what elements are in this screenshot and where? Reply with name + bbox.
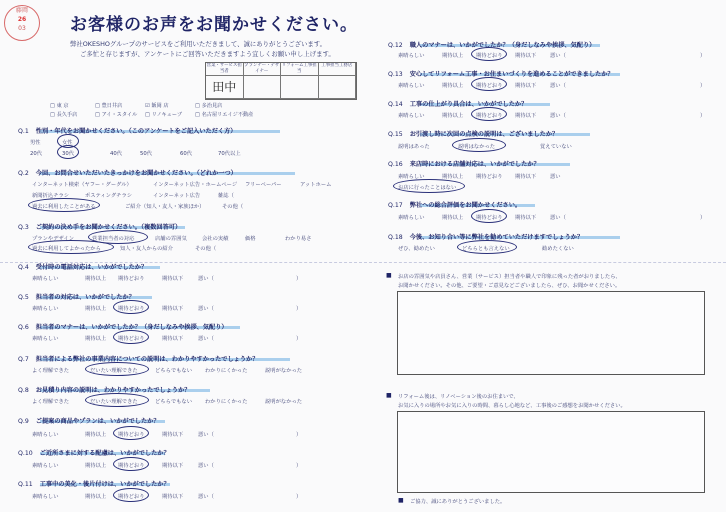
rating-option[interactable]: 期待以下 xyxy=(162,306,184,312)
rating-option[interactable]: 素晴らしい xyxy=(398,215,425,221)
store-label: 東 京 xyxy=(56,103,69,109)
rating-option[interactable]: 悪い（ xyxy=(198,463,214,469)
store-label: アイ・スタイル xyxy=(101,112,138,118)
rating-option[interactable]: 素晴らしい xyxy=(32,494,59,500)
q16-option[interactable]: 悪い xyxy=(550,174,561,180)
rating-option[interactable]: 期待以上 xyxy=(85,463,107,469)
q8-text: Q.8 お見積り内容の説明は、わかりやすかったでしょうか？ xyxy=(18,387,191,394)
rating-option[interactable]: 悪い（ xyxy=(198,336,214,342)
staff-cell-planner[interactable] xyxy=(244,76,282,99)
rating-option[interactable]: 素晴らしい xyxy=(32,463,59,469)
q6-text: Q.6 担当者のマナーは、いかがでしたか？（身だしなみや挨拶、気配り） xyxy=(18,324,228,331)
q5-text: Q.5 担当者の対応は、いかがでしたか？ xyxy=(18,294,135,301)
q7-text: Q.7 担当者による弊社の事業内容についての説明は、わかりやすかったでしょうか？ xyxy=(18,356,259,363)
rating-option[interactable]: 素晴らしい xyxy=(398,113,425,119)
staff-table xyxy=(205,62,357,100)
paren-close: ） xyxy=(296,276,302,282)
q18-option[interactable]: 勧めたくない xyxy=(542,246,574,252)
q18-option[interactable]: どちらとも言えない xyxy=(462,246,510,252)
rating-option[interactable]: 悪い（ xyxy=(198,306,214,312)
rating-option[interactable]: 悪い（ xyxy=(198,432,214,438)
received-stamp xyxy=(4,5,40,41)
q2-option[interactable]: ご紹介（知人・友人・家族ほか） xyxy=(125,204,205,210)
rating-option[interactable]: 悪い（ xyxy=(550,113,566,119)
comment2-prompt-1: リフォーム後は、リノベーション後のお住まいで、 xyxy=(398,394,519,400)
rating-option[interactable]: 期待どおり xyxy=(476,53,503,59)
q3-option[interactable]: 知人・友人からの紹介 xyxy=(120,246,173,252)
store-label: 名古屋リエイジ不動産 xyxy=(201,112,254,118)
store-checkbox[interactable]: □ 長久手店 xyxy=(50,112,78,118)
rating-option[interactable]: 期待どおり xyxy=(118,463,145,469)
q16-option[interactable]: 期待以上 xyxy=(442,174,464,180)
store-label: 多治見店 xyxy=(201,103,223,109)
rating-option[interactable]: 期待以上 xyxy=(85,336,107,342)
q2-option[interactable]: インターネット検索（ヤフー・グーグル） xyxy=(32,182,132,188)
store-checkbox[interactable]: □ アイ・スタイル xyxy=(95,112,138,118)
rating-option[interactable]: 期待以下 xyxy=(162,276,184,282)
age-option[interactable]: 70代以上 xyxy=(218,151,241,157)
staff-handwritten-name: 田中 xyxy=(206,76,244,99)
store-checkbox[interactable]: □ 多治見店 xyxy=(195,103,223,109)
rating-option[interactable]: 期待どおり xyxy=(118,494,145,500)
q18-option[interactable]: ぜひ、勧めたい xyxy=(398,246,435,252)
q13-text: Q.13 安心してリフォーム工事・お住まいづくりを進めることができましたか？ xyxy=(388,71,614,78)
rating-option[interactable]: 期待以上 xyxy=(442,83,464,89)
rating-option[interactable]: 期待以上 xyxy=(85,494,107,500)
staff-header-planner: プランナー・デザイナー xyxy=(244,63,280,74)
rating-option[interactable]: 素晴らしい xyxy=(398,83,425,89)
q10-text: Q.10 ご近所さまに対する配慮は、いかがでしたか？ xyxy=(18,450,170,457)
q16-option[interactable]: 期待以下 xyxy=(515,174,537,180)
rating-option[interactable]: 素晴らしい xyxy=(32,306,59,312)
bullet-icon: ■ xyxy=(398,497,404,504)
clarity-option[interactable]: 説明がなかった xyxy=(265,399,303,405)
q2-option[interactable]: ポスティングチラシ xyxy=(85,193,133,199)
store-checkbox[interactable]: □ 名古屋リエイジ不動産 xyxy=(195,112,254,118)
age-option[interactable]: 60代 xyxy=(180,151,193,157)
bullet-icon: ■ xyxy=(386,392,392,399)
q16-option[interactable]: 期待どおり xyxy=(476,174,503,180)
comment1-textarea[interactable] xyxy=(397,291,705,375)
rating-option[interactable]: 期待以上 xyxy=(442,53,464,59)
q14-text: Q.14 工事の仕上がり具合は、いかがでしたか？ xyxy=(388,101,528,108)
staff-cell-reform[interactable] xyxy=(281,76,319,99)
q2-option[interactable]: 過去に利用したことがある xyxy=(32,204,96,210)
rating-option[interactable]: 期待どおり xyxy=(118,336,145,342)
q9-text: Q.9 ご提案の商品やプランは、いかがでしたか？ xyxy=(18,418,160,425)
clarity-option[interactable]: どちらでもない xyxy=(155,368,193,374)
clarity-option[interactable]: わかりにくかった xyxy=(205,399,248,405)
q11-text: Q.11 工事中の美化・後片付けは、いかがでしたか？ xyxy=(18,481,170,488)
paren-close: ） xyxy=(296,463,302,469)
q2-option[interactable]: インターネット広告 xyxy=(153,193,201,199)
intro-line-2: ご多忙と存じますが、アンケートにご回答いただきますよう宜しくお願い申し上げます。 xyxy=(80,50,335,58)
paren-close: ） xyxy=(700,53,706,59)
paren-close: ） xyxy=(296,336,302,342)
rating-option[interactable]: 期待以下 xyxy=(515,113,537,119)
paren-close: ） xyxy=(296,432,302,438)
store-label: 長久手店 xyxy=(56,112,78,118)
staff-header-contractor: 工事担当工務店 xyxy=(319,63,357,76)
q2-text: Q.2 今回、お問合せいただいたきっかけをお聞かせください。（どれか一つ） xyxy=(18,170,237,177)
rating-option[interactable]: 期待以上 xyxy=(85,432,107,438)
q2-option[interactable]: フリーペーパー xyxy=(245,182,282,188)
age-option[interactable]: 30代 xyxy=(62,151,75,157)
stamp-line-1: 藤岡 xyxy=(15,7,28,14)
option-female[interactable]: 女性 xyxy=(62,140,73,146)
rating-option[interactable]: 期待どおり xyxy=(476,83,503,89)
clarity-option[interactable]: だいたい理解できた xyxy=(90,399,138,405)
age-option[interactable]: 50代 xyxy=(140,151,153,157)
q15-option[interactable]: 説明はあった xyxy=(398,144,430,150)
rating-option[interactable]: 悪い（ xyxy=(550,83,566,89)
q17-text: Q.17 弊社への総合評価をお聞かせください。 xyxy=(388,202,522,209)
comment1-prompt-1: お店の雰囲気や店員さん、営業（サービス）担当者や職人で印象に残った者がおりましたら、 xyxy=(398,274,621,280)
rating-option[interactable]: 期待以下 xyxy=(515,53,537,59)
option-male[interactable]: 男性 xyxy=(30,140,41,146)
store-checkbox[interactable]: ☑ 飯岡 店 xyxy=(145,103,169,109)
q16-text: Q.16 来店時における店舗対応は、いかがでしたか？ xyxy=(388,161,540,168)
q4-text: Q.4 受付時の電話対応は、いかがでしたか？ xyxy=(18,264,148,271)
q15-option[interactable]: 覚えていない xyxy=(540,144,572,150)
rating-option[interactable]: 期待以上 xyxy=(85,306,107,312)
stamp-line-2: 26 xyxy=(17,16,27,23)
clarity-option[interactable]: 説明がなかった xyxy=(265,368,303,374)
rating-option[interactable]: 素晴らしい xyxy=(32,276,59,282)
store-checkbox[interactable]: □ 豊日井店 xyxy=(95,103,123,109)
intro-line-1: 弊社OKESHOグループのサービスをご利用いただきまして、誠にありがとうございます。 xyxy=(70,40,327,48)
store-label: 豊日井店 xyxy=(101,103,123,109)
rating-option[interactable]: 期待以下 xyxy=(162,432,184,438)
rating-option[interactable]: 期待以下 xyxy=(515,215,537,221)
rating-option[interactable]: 期待どおり xyxy=(118,276,145,282)
clarity-option[interactable]: わかりにくかった xyxy=(205,368,248,374)
comment1-prompt-2: お聞かせください。その他、ご要望・ご意見などございましたら、ぜひ、お聞かせください。 xyxy=(398,283,621,289)
q15-option[interactable]: 説明はなかった xyxy=(458,144,496,150)
q3-option[interactable]: その他（ xyxy=(195,246,217,252)
q2-option[interactable]: 新聞折込チラシ xyxy=(32,193,70,199)
age-option[interactable]: 20代 xyxy=(30,151,43,157)
rating-option[interactable]: 素晴らしい xyxy=(398,53,425,59)
q3-option[interactable]: 会社の実績 xyxy=(202,236,229,242)
bullet-icon: ■ xyxy=(386,272,392,279)
closing-message: ご協力、誠にありがとうございました。 xyxy=(410,499,506,505)
q16-option[interactable]: 素晴らしい xyxy=(398,174,425,180)
q3-option[interactable]: 過去に利用してよかったから xyxy=(32,246,101,252)
rating-option[interactable]: 素晴らしい xyxy=(32,336,59,342)
rating-option[interactable]: 期待以下 xyxy=(515,83,537,89)
rating-option[interactable]: 期待以下 xyxy=(162,463,184,469)
paren-close: ） xyxy=(700,83,706,89)
rating-option[interactable]: 期待以下 xyxy=(162,494,184,500)
store-checkbox[interactable]: □ リノキューブ xyxy=(145,112,183,118)
rating-option[interactable]: 悪い（ xyxy=(550,53,566,59)
q3-option[interactable]: 価格 xyxy=(245,236,256,242)
comment2-prompt-2: お気に入りの場所やお気に入りの時間、暮らし心地など、工事後のご感想をお聞かせください。 xyxy=(398,403,626,409)
q3-option[interactable]: わかり易さ xyxy=(285,236,312,242)
paren-close: ） xyxy=(296,306,302,312)
q2-option[interactable]: その他（ xyxy=(222,204,244,210)
q1-text: Q.1 性別・年代をお聞かせください。（このアンケートをご記入いただく方） xyxy=(18,128,237,135)
q3-text: Q.3 ご契約の決め手をお聞かせください。（複数回答可） xyxy=(18,224,182,231)
store-label: 飯岡 店 xyxy=(151,103,169,109)
store-label: リノキューブ xyxy=(151,112,183,118)
q3-option[interactable]: 店舗の雰囲気 xyxy=(155,236,187,242)
q16-option-no-visit[interactable]: お店に行ったことはない xyxy=(398,185,457,191)
rating-option[interactable]: 期待どおり xyxy=(118,432,145,438)
q2-option[interactable]: インターネット広告・ホームページ xyxy=(153,182,238,188)
q3-option[interactable]: プランやデザイン xyxy=(32,236,75,242)
q12-text: Q.12 職人のマナーは、いかがでしたか？（身だしなみや挨拶、気配り） xyxy=(388,42,596,49)
stamp-line-3: 03 xyxy=(18,25,26,32)
rating-option[interactable]: 期待以上 xyxy=(442,113,464,119)
store-checkbox[interactable]: □ 東 京 xyxy=(50,103,69,109)
rating-option[interactable]: 期待以下 xyxy=(162,336,184,342)
staff-header-sales: 営業・サービス担当者 xyxy=(206,63,242,74)
rating-option[interactable]: 期待どおり xyxy=(476,215,503,221)
q3-option[interactable]: 営業担当者の対応 xyxy=(92,236,135,242)
rating-option[interactable]: 悪い（ xyxy=(550,215,566,221)
rating-option[interactable]: 素晴らしい xyxy=(32,432,59,438)
rating-option[interactable]: 悪い（ xyxy=(198,276,214,282)
q2-option[interactable]: アットホーム xyxy=(300,182,332,188)
rating-option[interactable]: 悪い（ xyxy=(198,494,214,500)
rating-option[interactable]: 期待どおり xyxy=(118,306,145,312)
paren-close: ） xyxy=(296,494,302,500)
clarity-option[interactable]: どちらでもない xyxy=(155,399,193,405)
clarity-option[interactable]: よく理解できた xyxy=(32,399,70,405)
survey-title: お客様のお声をお聞かせください。 xyxy=(70,15,358,35)
age-option[interactable]: 40代 xyxy=(110,151,123,157)
staff-header-reform: リフォーム工事担当 xyxy=(281,63,317,74)
paren-close: ） xyxy=(700,215,706,221)
staff-cell-contractor[interactable] xyxy=(319,76,357,99)
rating-option[interactable]: 期待以上 xyxy=(85,276,107,282)
paren-close: ） xyxy=(700,113,706,119)
q2-option[interactable]: 雑誌（ xyxy=(218,193,234,199)
comment2-textarea[interactable] xyxy=(397,411,705,493)
clarity-option[interactable]: だいたい理解できた xyxy=(90,368,138,374)
q15-text: Q.15 お引渡し時に次回の点検の説明は、ございましたか？ xyxy=(388,131,559,138)
q18-text: Q.18 今後、お知り合い等に弊社を勧めていただけますでしょうか？ xyxy=(388,234,584,241)
rating-option[interactable]: 期待以上 xyxy=(442,215,464,221)
clarity-option[interactable]: よく理解できた xyxy=(32,368,70,374)
rating-option[interactable]: 期待どおり xyxy=(476,113,503,119)
